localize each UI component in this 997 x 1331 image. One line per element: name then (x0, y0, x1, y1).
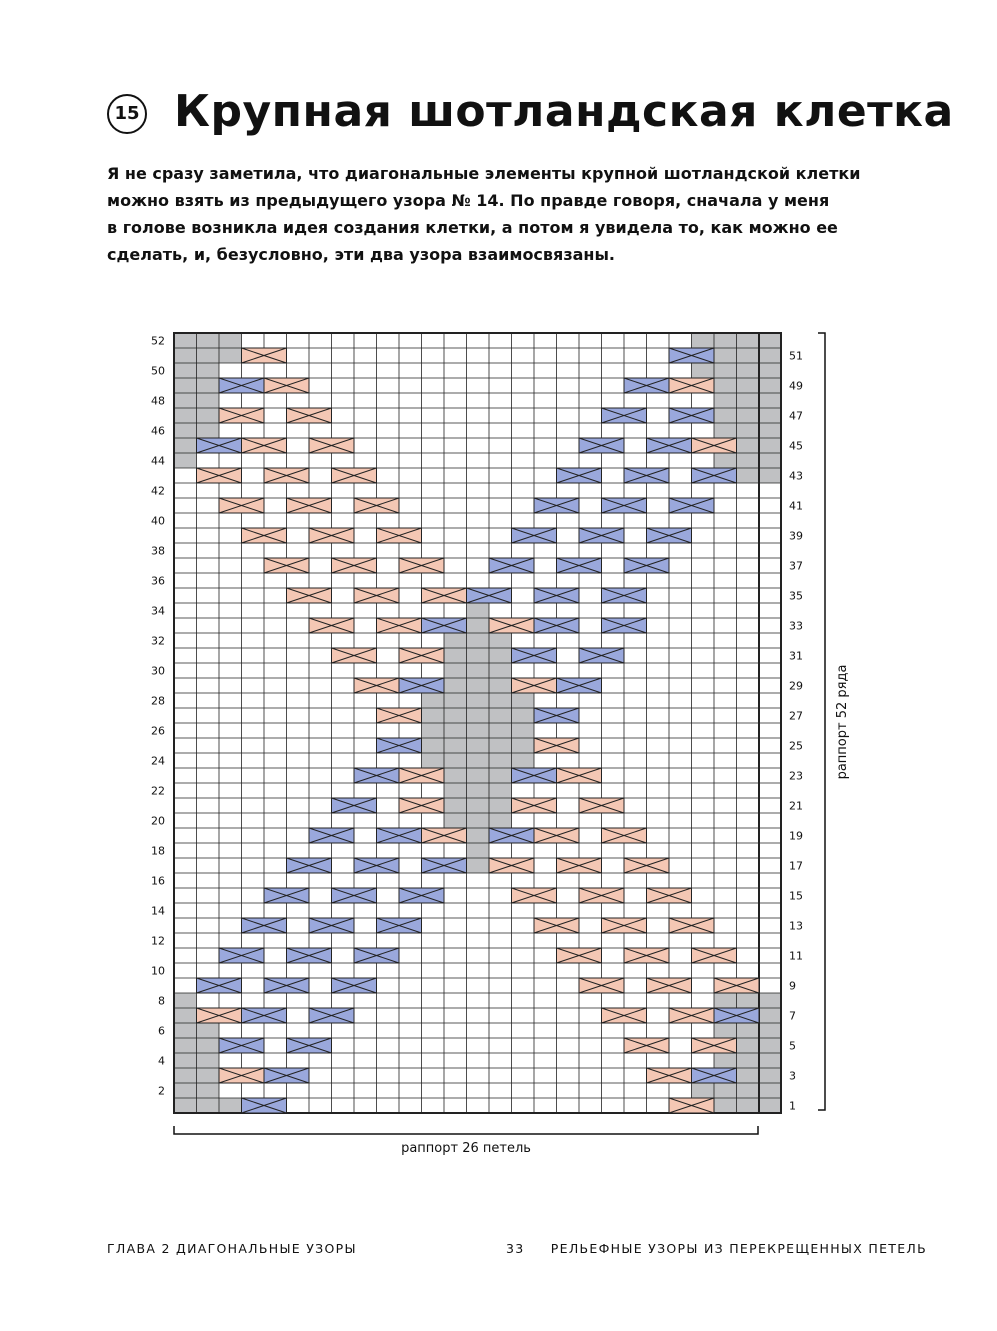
row-number-right: 47 (789, 409, 803, 423)
blue-cross-symbol (624, 558, 669, 573)
peach-cross-symbol (264, 468, 309, 483)
blue-cross-symbol (534, 618, 579, 633)
blue-cross-symbol (624, 378, 669, 393)
peach-cross-symbol (354, 588, 399, 603)
intro-line: Я не сразу заметила, что диагональные элементы крупной шотландской клетки (107, 164, 861, 183)
peach-cross-symbol (219, 498, 264, 513)
blue-cross-symbol (197, 438, 242, 453)
row-number-left: 8 (158, 994, 165, 1008)
blue-cross-symbol (287, 858, 332, 873)
peach-cross-symbol (647, 888, 692, 903)
row-number-left: 32 (151, 634, 165, 648)
blue-cross-symbol (602, 588, 647, 603)
blue-cross-symbol (399, 678, 444, 693)
blue-cross-symbol (287, 1038, 332, 1053)
row-number-right: 17 (789, 859, 803, 873)
row-number-left: 40 (151, 514, 165, 528)
intro-line: сделать, и, безусловно, эти два узора взаимосвязаны. (107, 245, 616, 264)
row-number-left: 50 (151, 364, 165, 378)
blue-cross-symbol (534, 708, 579, 723)
row-number-right: 13 (789, 919, 803, 933)
peach-cross-symbol (264, 558, 309, 573)
blue-cross-symbol (332, 888, 377, 903)
blue-cross-symbol (242, 1098, 287, 1113)
peach-cross-symbol (287, 498, 332, 513)
blue-cross-symbol (602, 618, 647, 633)
peach-cross-symbol (669, 1008, 714, 1023)
row-number-right: 1 (789, 1099, 796, 1113)
blue-cross-symbol (242, 918, 287, 933)
blue-cross-symbol (309, 828, 354, 843)
blue-cross-symbol (332, 798, 377, 813)
peach-cross-symbol (399, 798, 444, 813)
row-number-right: 41 (789, 499, 803, 513)
row-number-right: 7 (789, 1009, 796, 1023)
footer-chapter: ГЛАВА 2 ДИАГОНАЛЬНЫЕ УЗОРЫ (107, 1241, 357, 1256)
gray-block (197, 333, 220, 438)
row-number-right: 21 (789, 799, 803, 813)
peach-cross-symbol (354, 678, 399, 693)
blue-cross-symbol (422, 858, 467, 873)
row-number-left: 6 (158, 1024, 165, 1038)
row-number-right: 5 (789, 1039, 796, 1053)
pattern-number-badge: 15 (107, 94, 147, 134)
blue-cross-symbol (714, 1008, 759, 1023)
peach-cross-symbol (512, 798, 557, 813)
row-number-right: 23 (789, 769, 803, 783)
row-number-left: 20 (151, 814, 165, 828)
peach-cross-symbol (309, 438, 354, 453)
blue-cross-symbol (197, 978, 242, 993)
row-number-right: 9 (789, 979, 796, 993)
peach-cross-symbol (287, 408, 332, 423)
peach-cross-symbol (489, 858, 534, 873)
peach-cross-symbol (332, 468, 377, 483)
peach-cross-symbol (714, 978, 759, 993)
peach-cross-symbol (354, 498, 399, 513)
blue-cross-symbol (512, 768, 557, 783)
blue-cross-symbol (219, 1038, 264, 1053)
blue-cross-symbol (512, 648, 557, 663)
blue-cross-symbol (264, 1068, 309, 1083)
row-number-left: 12 (151, 934, 165, 948)
row-number-left: 46 (151, 424, 165, 438)
peach-cross-symbol (309, 618, 354, 633)
blue-cross-symbol (309, 918, 354, 933)
blue-cross-symbol (219, 378, 264, 393)
row-number-right: 19 (789, 829, 803, 843)
row-number-left: 28 (151, 694, 165, 708)
peach-cross-symbol (242, 348, 287, 363)
blue-cross-symbol (242, 1008, 287, 1023)
row-number-right: 11 (789, 949, 803, 963)
peach-cross-symbol (579, 888, 624, 903)
row-number-left: 26 (151, 724, 165, 738)
row-number-left: 18 (151, 844, 165, 858)
row-number-left: 30 (151, 664, 165, 678)
peach-cross-symbol (557, 948, 602, 963)
intro-line: в голове возникла идея создания клетки, а потом я увидела то, как можно ее (107, 218, 838, 237)
peach-cross-symbol (422, 588, 467, 603)
row-number-left: 36 (151, 574, 165, 588)
blue-cross-symbol (377, 828, 422, 843)
peach-cross-symbol (647, 1068, 692, 1083)
row-number-right: 39 (789, 529, 803, 543)
blue-cross-symbol (579, 528, 624, 543)
blue-cross-symbol (489, 558, 534, 573)
peach-cross-symbol (287, 588, 332, 603)
peach-cross-symbol (557, 858, 602, 873)
peach-cross-symbol (377, 708, 422, 723)
peach-cross-symbol (377, 618, 422, 633)
peach-cross-symbol (197, 1008, 242, 1023)
peach-cross-symbol (669, 918, 714, 933)
blue-cross-symbol (467, 588, 512, 603)
peach-cross-symbol (512, 678, 557, 693)
peach-cross-symbol (377, 528, 422, 543)
row-number-right: 51 (789, 349, 803, 363)
peach-cross-symbol (624, 858, 669, 873)
blue-cross-symbol (287, 948, 332, 963)
blue-cross-symbol (579, 648, 624, 663)
row-number-left: 4 (158, 1054, 165, 1068)
blue-cross-symbol (489, 828, 534, 843)
row-number-left: 52 (151, 334, 165, 348)
blue-cross-symbol (399, 888, 444, 903)
blue-cross-symbol (669, 408, 714, 423)
intro-line: можно взять из предыдущего узора № 14. По правде говоря, сначала у меня (107, 191, 830, 210)
row-number-left: 38 (151, 544, 165, 558)
blue-cross-symbol (602, 408, 647, 423)
peach-cross-symbol (512, 888, 557, 903)
peach-cross-symbol (669, 1098, 714, 1113)
page-title: Крупная шотландская клетка (174, 86, 954, 137)
peach-cross-symbol (647, 978, 692, 993)
row-number-left: 10 (151, 964, 165, 978)
peach-cross-symbol (579, 798, 624, 813)
blue-cross-symbol (647, 438, 692, 453)
row-number-left: 44 (151, 454, 165, 468)
peach-cross-symbol (332, 558, 377, 573)
row-number-right: 49 (789, 379, 803, 393)
blue-cross-symbol (422, 618, 467, 633)
peach-cross-symbol (692, 948, 737, 963)
peach-cross-symbol (309, 528, 354, 543)
peach-cross-symbol (242, 438, 287, 453)
blue-cross-symbol (354, 948, 399, 963)
row-number-left: 42 (151, 484, 165, 498)
blue-cross-symbol (377, 738, 422, 753)
row-number-left: 14 (151, 904, 165, 918)
peach-cross-symbol (534, 738, 579, 753)
peach-cross-symbol (624, 1038, 669, 1053)
blue-cross-symbol (534, 498, 579, 513)
blue-cross-symbol (309, 1008, 354, 1023)
peach-cross-symbol (534, 828, 579, 843)
blue-cross-symbol (624, 468, 669, 483)
peach-cross-symbol (332, 648, 377, 663)
row-number-left: 34 (151, 604, 165, 618)
stitch-repeat-label: раппорт 26 петель (401, 1141, 531, 1156)
blue-cross-symbol (264, 978, 309, 993)
row-number-right: 3 (789, 1069, 796, 1083)
row-number-right: 29 (789, 679, 803, 693)
row-number-left: 22 (151, 784, 165, 798)
peach-cross-symbol (579, 978, 624, 993)
peach-cross-symbol (602, 828, 647, 843)
blue-cross-symbol (692, 468, 737, 483)
blue-cross-symbol (354, 858, 399, 873)
peach-cross-symbol (669, 378, 714, 393)
row-number-right: 35 (789, 589, 803, 603)
gray-block (714, 378, 737, 483)
peach-cross-symbol (422, 828, 467, 843)
row-number-right: 31 (789, 649, 803, 663)
blue-cross-symbol (692, 1068, 737, 1083)
footer-page-number: 33 (506, 1241, 525, 1256)
footer-book-title: РЕЛЬЕФНЫЕ УЗОРЫ ИЗ ПЕРЕКРЕЩЕННЫХ ПЕТЕЛЬ (550, 1241, 927, 1256)
row-number-right: 45 (789, 439, 803, 453)
peach-cross-symbol (534, 918, 579, 933)
blue-cross-symbol (579, 438, 624, 453)
row-number-right: 43 (789, 469, 803, 483)
peach-cross-symbol (692, 1038, 737, 1053)
peach-cross-symbol (399, 768, 444, 783)
peach-cross-symbol (602, 918, 647, 933)
row-number-right: 37 (789, 559, 803, 573)
peach-cross-symbol (242, 528, 287, 543)
stitch-repeat-bracket (174, 1126, 758, 1134)
row-number-left: 2 (158, 1084, 165, 1098)
peach-cross-symbol (692, 438, 737, 453)
peach-cross-symbol (399, 558, 444, 573)
peach-cross-symbol (602, 1008, 647, 1023)
row-repeat-bracket (818, 333, 825, 1110)
blue-cross-symbol (332, 978, 377, 993)
gray-block (219, 1098, 242, 1113)
peach-cross-symbol (219, 408, 264, 423)
peach-cross-symbol (624, 948, 669, 963)
blue-cross-symbol (647, 528, 692, 543)
blue-cross-symbol (557, 468, 602, 483)
row-number-left: 16 (151, 874, 165, 888)
blue-cross-symbol (264, 888, 309, 903)
blue-cross-symbol (557, 558, 602, 573)
gray-block (174, 333, 197, 468)
blue-cross-symbol (377, 918, 422, 933)
peach-cross-symbol (197, 468, 242, 483)
row-number-left: 48 (151, 394, 165, 408)
peach-cross-symbol (489, 618, 534, 633)
row-number-right: 15 (789, 889, 803, 903)
blue-cross-symbol (557, 678, 602, 693)
blue-cross-symbol (669, 498, 714, 513)
blue-cross-symbol (534, 588, 579, 603)
row-number-left: 24 (151, 754, 165, 768)
peach-cross-symbol (557, 768, 602, 783)
row-number-right: 33 (789, 619, 803, 633)
blue-cross-symbol (669, 348, 714, 363)
row-number-right: 25 (789, 739, 803, 753)
blue-cross-symbol (512, 528, 557, 543)
peach-cross-symbol (264, 378, 309, 393)
blue-cross-symbol (354, 768, 399, 783)
row-repeat-label: раппорт 52 ряда (835, 664, 850, 780)
peach-cross-symbol (399, 648, 444, 663)
blue-cross-symbol (602, 498, 647, 513)
peach-cross-symbol (219, 1068, 264, 1083)
row-number-right: 27 (789, 709, 803, 723)
blue-cross-symbol (219, 948, 264, 963)
